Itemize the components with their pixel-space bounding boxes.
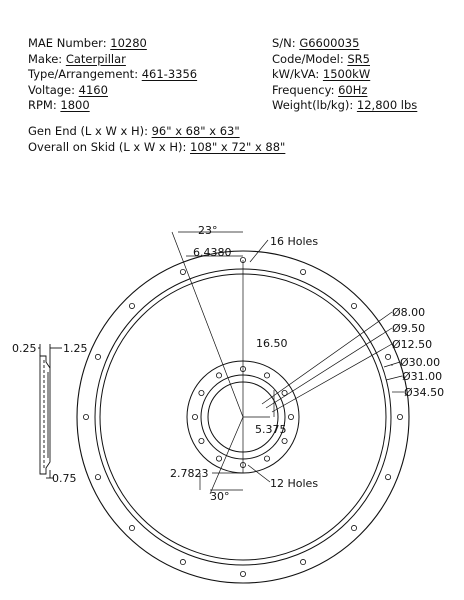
outer-bolt-hole	[180, 559, 185, 564]
spec-label: Code/Model:	[272, 51, 348, 66]
inner-bolt-hole	[288, 414, 293, 419]
spec-label: Voltage:	[28, 82, 79, 97]
spec-value: 12,800 lbs	[356, 98, 418, 112]
spec-value: 10280	[110, 36, 147, 50]
angle-bottom-label: 30°	[210, 490, 230, 503]
spec-value: 4160	[78, 82, 108, 97]
outer-bolt-hole	[300, 559, 305, 564]
radius-outer-bolt-label: 16.50	[256, 337, 288, 350]
outer-bolt-hole	[300, 269, 305, 274]
bolt-spacing-inner-label: 2.7823	[170, 467, 209, 480]
inner-bolt-hole	[216, 456, 221, 461]
outer-bolt-hole	[95, 474, 100, 479]
spec-value: 461-3356	[141, 67, 198, 81]
side-dim-bottom: 0.75	[52, 472, 77, 485]
radius-inner-bolt-label: 5.375	[255, 423, 287, 436]
spec-label: Make:	[28, 51, 66, 66]
outer-bolt-hole	[129, 303, 134, 308]
outer-bolt-hole	[180, 269, 185, 274]
inner-holes-label: 12 Holes	[270, 477, 319, 490]
spec-label: Frequency:	[272, 82, 339, 97]
dim-value: 96" x 68" x 63"	[151, 124, 240, 138]
inner-bolt-hole	[264, 373, 269, 378]
diameter-label: Ø9.50	[392, 322, 426, 335]
outer-bolt-hole	[385, 474, 390, 479]
spec-label: S/N:	[272, 36, 300, 50]
inner-bolt-hole	[199, 390, 204, 395]
side-dim-top-left: 0.25	[12, 342, 37, 355]
inner-bolt-hole	[264, 456, 269, 461]
diameter-label: Ø12.50	[392, 338, 433, 351]
diameter-label: Ø30.00	[400, 356, 441, 369]
spec-value: SR5	[347, 51, 370, 66]
outer-bolt-hole	[351, 525, 356, 530]
outer-bolt-hole	[397, 414, 402, 419]
spec-label: kW/kVA:	[272, 67, 323, 81]
angle-top-label: 23°	[198, 224, 218, 237]
dim-label: Gen End (L x W x H):	[28, 124, 152, 138]
outer-holes-label: 16 Holes	[270, 235, 319, 248]
outer-bolt-hole	[240, 571, 245, 576]
dim-value: 108" x 72" x 88"	[190, 139, 286, 154]
diameter-label: Ø34.50	[404, 386, 445, 399]
outer-bolt-hole	[95, 354, 100, 359]
outer-bolt-hole	[83, 414, 88, 419]
spec-label: Weight(lb/kg):	[272, 98, 357, 112]
dimension-lines	[172, 232, 404, 494]
diameter-label: Ø8.00	[392, 306, 426, 319]
spec-label: Type/Arrangement:	[28, 67, 142, 81]
spec-value: 60Hz	[338, 82, 368, 97]
spec-value: Caterpillar	[65, 51, 126, 66]
spec-label: MAE Number:	[28, 36, 111, 50]
outer-bolt-hole	[129, 525, 134, 530]
spec-value: 1800	[60, 98, 90, 112]
inner-bolt-hole	[282, 438, 287, 443]
diameter-label: Ø31.00	[402, 370, 443, 383]
dim-label: Overall on Skid (L x W x H):	[28, 139, 191, 154]
side-profile-view	[38, 344, 62, 478]
spec-label: RPM:	[28, 98, 61, 112]
outer-bolt-hole	[385, 354, 390, 359]
inner-bolt-hole	[192, 414, 197, 419]
inner-bolt-hole	[199, 438, 204, 443]
spec-value: G6600035	[299, 36, 360, 50]
side-dim-top-right: 1.25	[63, 342, 88, 355]
inner-bolt-hole	[216, 373, 221, 378]
bolt-spacing-outer-label: 6.4380	[193, 246, 232, 259]
outer-bolt-hole	[351, 303, 356, 308]
spec-value: 1500kW	[322, 67, 371, 81]
